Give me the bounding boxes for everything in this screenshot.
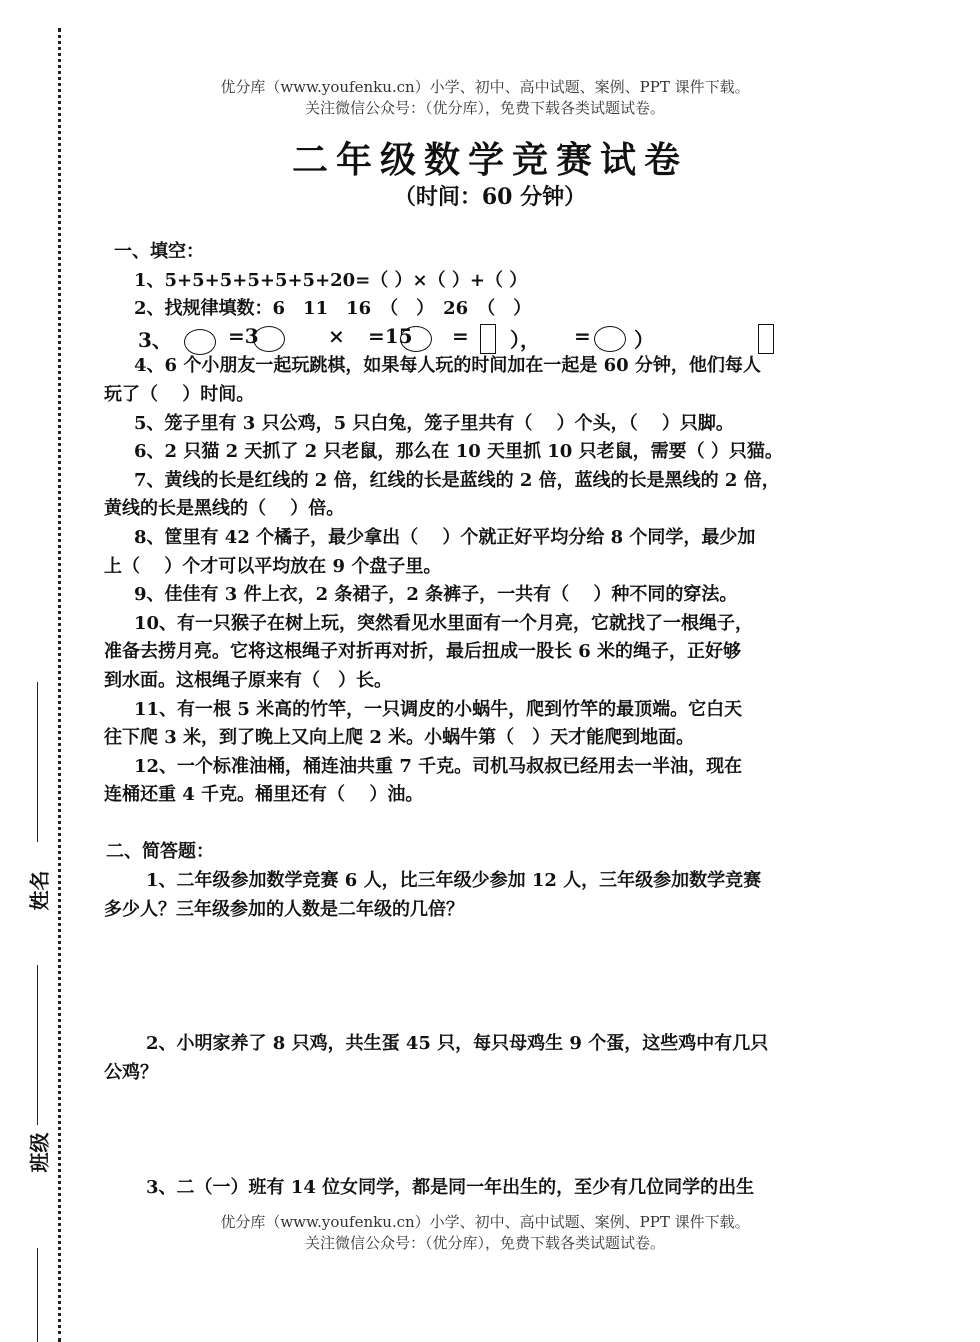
question-3-times: × <box>328 324 345 348</box>
answer-question-1b: 多少人？三年级参加的人数是二年级的几倍？ <box>104 898 464 920</box>
rectangle-shape <box>480 324 496 354</box>
question-8a: 8、筐里有 42 个橘子，最少拿出（ ）个就正好平均分给 8 个同学，最少加 <box>134 526 756 548</box>
page-subtitle: （时间：60 分钟） <box>393 184 587 210</box>
question-11b: 往下爬 3 米，到了晚上又向上爬 2 米。小蜗牛第（ ）天才能爬到地面。 <box>104 727 695 749</box>
question-9: 9、佳佳有 3 件上衣，2 条裙子，2 条裤子，一共有（ ）种不同的穿法。 <box>134 584 738 606</box>
question-4a: 4、6 个小朋友一起玩跳棋，如果每人玩的时间加在一起是 60 分钟，他们每人 <box>134 355 761 377</box>
rectangle-shape <box>758 324 774 354</box>
question-3-equals: = <box>452 324 469 348</box>
question-6: 6、2 只猫 2 天抓了 2 只老鼠，那么在 10 天里抓 10 只老鼠，需要（ ）只猫。 <box>134 441 783 463</box>
question-4b: 玩了（ ）时间。 <box>104 383 255 405</box>
content-area <box>104 230 904 1230</box>
question-8b: 上（ ）个才可以平均放在 9 个盘子里。 <box>104 555 442 577</box>
question-12a: 12、一个标准油桶，桶连油共重 7 千克。司机马叔叔已经用去一半油，现在 <box>134 755 743 777</box>
question-10a: 10、有一只猴子在树上玩，突然看见水里面有一个月亮，它就找了一根绳子， <box>134 612 754 634</box>
circle-shape <box>594 326 626 352</box>
class-underline <box>37 965 38 1125</box>
question-7b: 黄线的长是黑线的（ ）倍。 <box>104 498 345 520</box>
circle-shape <box>400 326 432 352</box>
name-label: 姓名 <box>27 870 52 911</box>
answer-question-3: 3、二（一）班有 14 位女同学，都是同一年出生的，至少有几位同学的出生 <box>146 1177 755 1198</box>
footer-ad-line1: 优分库（www.youfenku.cn）小学、初中、高中试题、案例、PPT 课件下载。 <box>220 1213 750 1231</box>
question-3-part7: ） <box>634 328 654 352</box>
question-2: 2、找规律填数：6 11 16 （ ） 26 （ ） <box>134 298 532 320</box>
header-ad-line2: 关注微信公众号：（优分库），免费下载各类试题试卷。 <box>304 99 665 117</box>
circle-shape <box>184 329 216 355</box>
question-5: 5、笼子里有 3 只公鸡，5 只白兔，笼子里共有（ ）个头，（ ）只脚。 <box>134 412 734 434</box>
question-11a: 11、有一根 5 米高的竹竿，一只调皮的小蜗牛，爬到竹竿的最顶端。它白天 <box>134 698 743 720</box>
margin-line <box>37 1248 38 1342</box>
question-3-part1: =3 <box>228 324 259 348</box>
class-label: 班级 <box>27 1132 52 1173</box>
question-10b: 准备去捞月亮。它将这根绳子对折再对折，最后扭成一股长 6 米的绳子，正好够 <box>104 641 742 663</box>
answer-question-2b: 公鸡？ <box>104 1061 158 1083</box>
question-10c: 到水面。这根绳子原来有（ ）长。 <box>104 669 392 691</box>
binding-dotted-line <box>58 28 61 1342</box>
question-3-part3: =15 <box>368 324 413 348</box>
name-underline <box>37 682 38 842</box>
header-ad-line1: 优分库（www.youfenku.cn）小学、初中、高中试题、案例、PPT 课件下载。 <box>220 78 750 96</box>
answer-question-2a: 2、小明家养了 8 只鸡，共生蛋 45 只，每只母鸡生 9 个蛋，这些鸡中有几只 <box>146 1033 769 1054</box>
section2-heading: 二、简答题： <box>106 841 214 863</box>
answer-question-1a: 1、二年级参加数学竞赛 6 人，比三年级少参加 12 人，三年级参加数学竞赛 <box>146 870 762 892</box>
section1-heading: 一、填空： <box>114 241 204 262</box>
question-1: 1、5+5+5+5+5+5+20=（ ）×（ ）+（ ） <box>134 269 528 291</box>
question-12b: 连桶还重 4 千克。桶里还有（ ）油。 <box>104 784 424 806</box>
question-3-number: 3、 <box>138 328 172 352</box>
question-7a: 7、黄线的长是红线的 2 倍，红线的长是蓝线的 2 倍，蓝线的长是黑线的 2 倍， <box>134 469 780 491</box>
question-3-part6: = <box>574 324 591 348</box>
circle-shape <box>253 326 285 352</box>
question-3-part5: ）， <box>510 328 540 352</box>
page-title: 二年级数学竞赛试卷 <box>291 139 688 181</box>
footer-ad-line2: 关注微信公众号：（优分库），免费下载各类试题试卷。 <box>304 1234 665 1252</box>
